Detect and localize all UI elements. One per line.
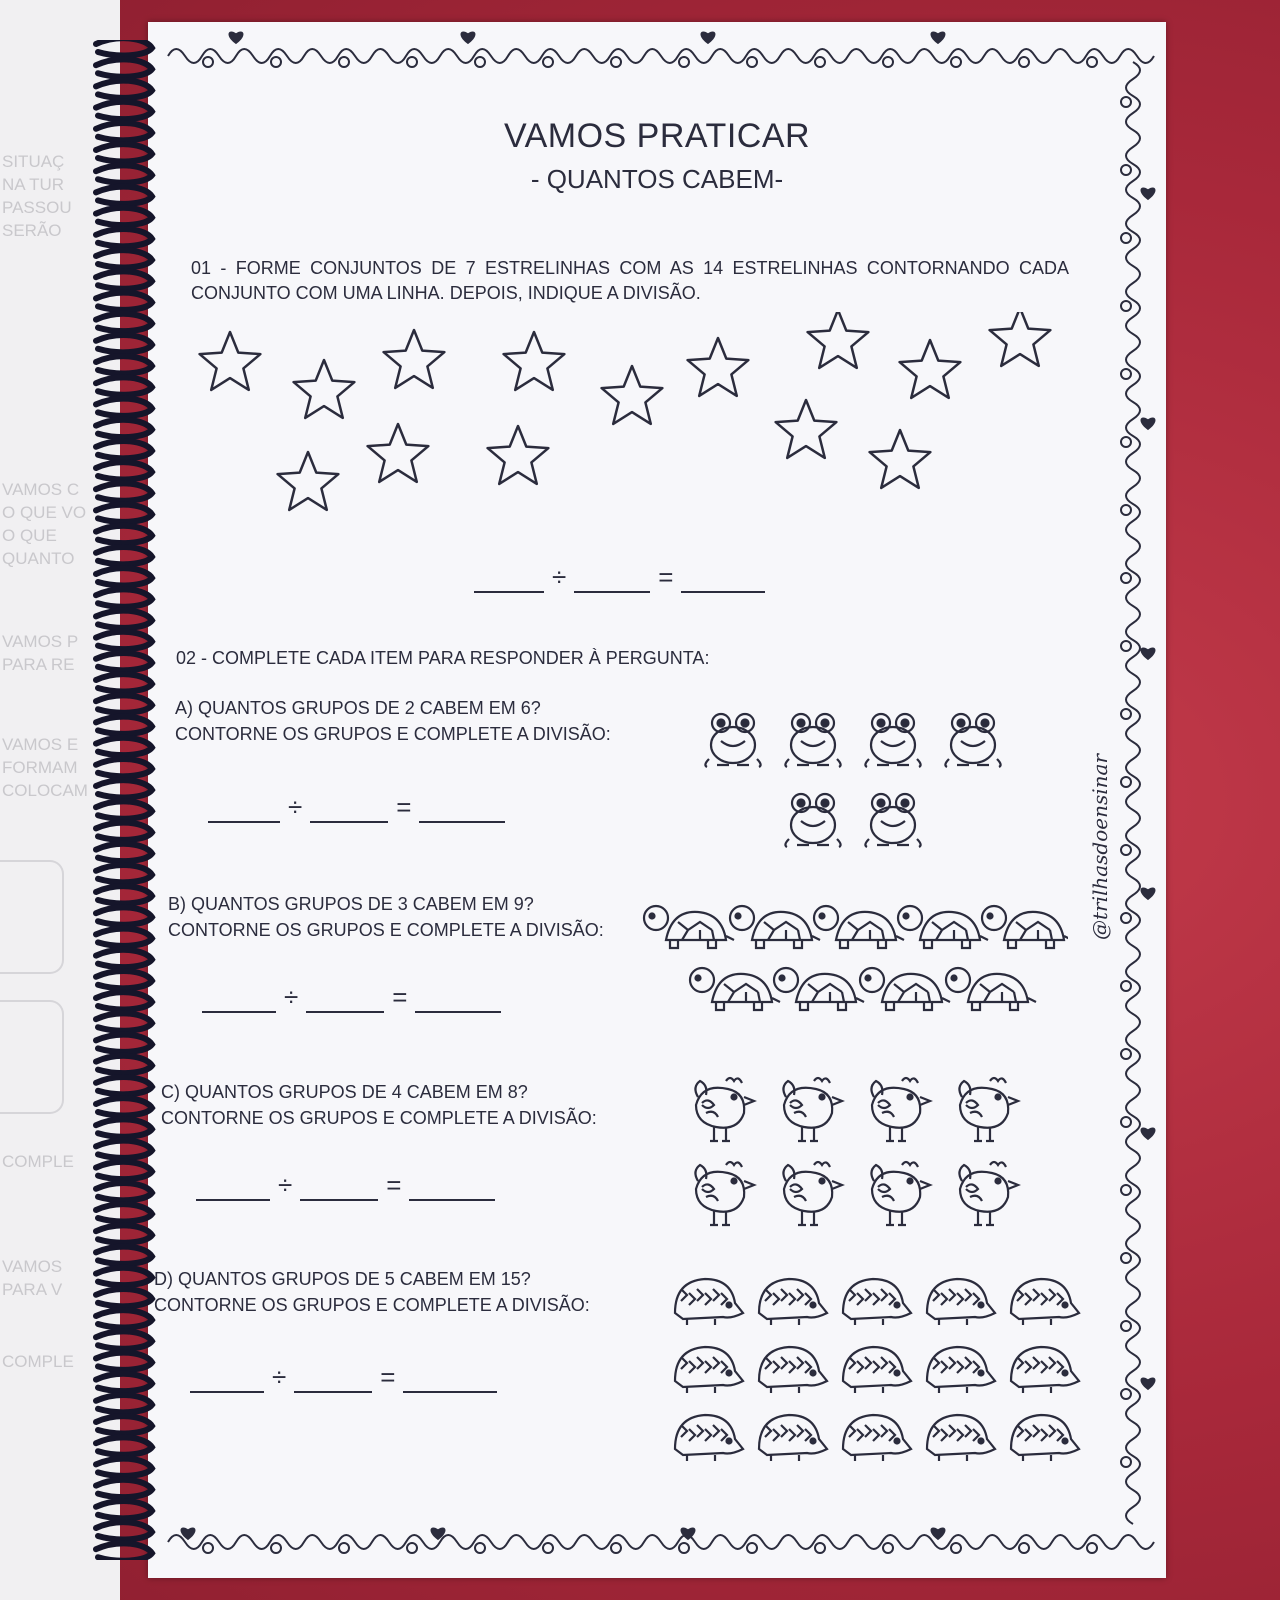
spiral-coil [96, 483, 152, 500]
spiral-coil [96, 1247, 152, 1264]
hedgehog-icon [759, 1347, 827, 1393]
spiral-coil [96, 780, 152, 797]
answer-blank[interactable] [202, 985, 276, 1013]
left-page-text: VAMOS [2, 1257, 63, 1276]
border-curl [1121, 301, 1131, 311]
spiral-coil [96, 271, 152, 288]
heart-icon [931, 32, 946, 45]
border-curl [1019, 1543, 1029, 1553]
star-icon [870, 430, 931, 488]
spiral-coil [96, 1543, 152, 1560]
border-curl [747, 1543, 757, 1553]
spiral-coil [96, 40, 152, 55]
item-instruction: CONTORNE OS GRUPOS E COMPLETE A DIVISÃO: [175, 724, 611, 744]
star-icon [294, 360, 355, 418]
bird-pictures [678, 1067, 1048, 1247]
left-page-text: COLOCAM [2, 781, 88, 800]
border-curl [407, 1543, 417, 1553]
frog-icon [785, 794, 840, 847]
answer-blank[interactable] [574, 565, 650, 593]
border-curl [1121, 1049, 1131, 1059]
frog-icon [945, 714, 1000, 767]
left-page-text: O QUE VO [2, 503, 87, 522]
border-curl [1121, 233, 1131, 243]
author-handle-text: @trilhasdoensinar [1088, 753, 1112, 941]
divide-sign: ÷ [288, 792, 303, 822]
spiral-coil [96, 907, 152, 924]
spiral-coil [96, 801, 152, 818]
spiral-coil [96, 653, 152, 670]
left-page-text: COMPLE [2, 1352, 74, 1371]
spiral-coil [96, 886, 152, 903]
answer-blank[interactable] [409, 1173, 495, 1201]
turtle-icon [814, 906, 904, 948]
hedgehog-icon [927, 1279, 995, 1325]
item-question: D) QUANTOS GRUPOS DE 5 CABEM EM 15? [154, 1269, 531, 1289]
border-curl [1121, 1117, 1131, 1127]
left-page-text: O QUE [2, 526, 57, 545]
spiral-coil [96, 717, 152, 734]
spiral-coil [96, 399, 152, 416]
spiral-coil [96, 1268, 152, 1285]
spiral-coil [96, 1459, 152, 1476]
left-page-text: VAMOS E [2, 735, 79, 754]
spiral-coil [96, 1204, 152, 1221]
spiral-coil [96, 589, 152, 606]
spiral-binding [88, 40, 158, 1560]
spiral-coil [96, 1310, 152, 1327]
answer-blank[interactable] [415, 985, 501, 1013]
spiral-coil [96, 1035, 152, 1052]
border-curl [1121, 369, 1131, 379]
spiral-coil [96, 123, 152, 140]
spiral-coil [96, 674, 152, 691]
star-icon [688, 338, 749, 396]
spiral-coil [96, 187, 152, 204]
turtle-icon [946, 968, 1036, 1010]
division-equation-1 [466, 562, 773, 593]
bird-icon [695, 1162, 754, 1225]
left-page-text: PASSOU [2, 198, 72, 217]
left-page-text: COMPLE [2, 1152, 74, 1171]
spiral-coil [96, 229, 152, 246]
spiral-coil [96, 1416, 152, 1433]
spiral-coil [96, 1522, 152, 1539]
equals-sign: = [380, 1362, 396, 1392]
spiral-coil [96, 1480, 152, 1497]
spiral-coil [96, 293, 152, 310]
bird-icon [959, 1162, 1018, 1225]
star-icon [776, 400, 837, 458]
spiral-coil [96, 102, 152, 119]
spiral-coil [96, 526, 152, 543]
border-curl [883, 1543, 893, 1553]
answer-blank[interactable] [403, 1365, 497, 1393]
star-icon [990, 312, 1051, 366]
left-page-box [0, 1000, 64, 1114]
border-curl [679, 57, 689, 67]
hedgehog-icon [1011, 1279, 1079, 1325]
spiral-coil [96, 81, 152, 98]
item-instruction: CONTORNE OS GRUPOS E COMPLETE A DIVISÃO: [154, 1295, 590, 1315]
border-curl [1121, 845, 1131, 855]
border-curl [1121, 437, 1131, 447]
spiral-coil [96, 420, 152, 437]
spiral-coil [96, 1501, 152, 1518]
spiral-coil [96, 59, 152, 76]
heart-icon [701, 32, 716, 45]
border-curl [679, 1543, 689, 1553]
item-b [168, 891, 604, 943]
star-icon [808, 312, 869, 368]
left-page-text: FORMAM [2, 758, 78, 777]
hedgehog-icon [1011, 1347, 1079, 1393]
frog-icon [785, 714, 840, 767]
answer-blank[interactable] [300, 1173, 378, 1201]
heart-icon [1141, 418, 1156, 431]
spiral-coil [96, 865, 152, 882]
border-curl [611, 57, 621, 67]
spiral-coil [96, 929, 152, 946]
hedgehog-icon [675, 1347, 743, 1393]
bird-icon [695, 1078, 754, 1141]
border-curl [203, 1543, 213, 1553]
spiral-coil [96, 1331, 152, 1348]
left-page-text: SITUAÇ [2, 152, 65, 171]
frog-icon [865, 714, 920, 767]
spiral-coil [96, 1141, 152, 1158]
author-handle [1080, 712, 1120, 982]
worksheet-page [148, 22, 1166, 1578]
hedgehog-icon [843, 1415, 911, 1461]
frog-pictures [693, 697, 1013, 857]
answer-blank[interactable] [190, 1365, 264, 1393]
heart-icon [1141, 1128, 1156, 1141]
spiral-coil [96, 505, 152, 522]
border-curl [203, 57, 213, 67]
hedgehog-pictures [663, 1267, 1093, 1477]
division-equation-d [182, 1362, 505, 1393]
spiral-coil [96, 335, 152, 352]
spiral-coil [96, 314, 152, 331]
left-page-text: VAMOS P [2, 632, 79, 651]
page-title: VAMOS PRATICAR [503, 117, 811, 155]
equals-sign: = [386, 1170, 402, 1200]
border-curl [1121, 709, 1131, 719]
spiral-coil [96, 1437, 152, 1454]
left-page-text: PARA V [2, 1280, 63, 1299]
division-equation-c [188, 1170, 503, 1201]
answer-blank[interactable] [474, 565, 544, 593]
equals-sign: = [396, 792, 412, 822]
item-instruction: CONTORNE OS GRUPOS E COMPLETE A DIVISÃO: [168, 920, 604, 940]
spiral-coil [96, 377, 152, 394]
spiral-coil [96, 165, 152, 182]
item-question: B) QUANTOS GRUPOS DE 3 CABEM EM 9? [168, 894, 534, 914]
border-curl [1121, 913, 1131, 923]
hedgehog-icon [843, 1347, 911, 1393]
spiral-coil [96, 1098, 152, 1115]
turtle-icon [730, 906, 820, 948]
divide-sign: ÷ [278, 1170, 293, 1200]
border-curl [339, 1543, 349, 1553]
answer-blank[interactable] [419, 795, 505, 823]
border-curl [1121, 505, 1131, 515]
star-icon [200, 332, 261, 390]
left-page-text: NA TUR [2, 175, 65, 194]
item-c [161, 1079, 597, 1131]
star-icon [504, 332, 565, 390]
left-page-box [0, 860, 64, 974]
border-curl [1087, 1543, 1097, 1553]
hedgehog-icon [927, 1347, 995, 1393]
spiral-coil [96, 441, 152, 458]
spiral-coil [96, 250, 152, 267]
divide-sign: ÷ [272, 1362, 287, 1392]
turtle-icon [982, 906, 1068, 948]
border-curl [815, 1543, 825, 1553]
border-curl [475, 1543, 485, 1553]
spiral-coil [96, 208, 152, 225]
border-curl [883, 57, 893, 67]
frog-icon [865, 794, 920, 847]
border-curl [951, 1543, 961, 1553]
spiral-coil [96, 611, 152, 628]
star-icon [278, 452, 339, 510]
border-bottom [168, 1535, 1154, 1549]
item-a [175, 695, 611, 747]
border-curl [951, 57, 961, 67]
star-icon [900, 340, 961, 398]
spiral-coil [96, 738, 152, 755]
frog-icon [705, 714, 760, 767]
heart-icon [461, 32, 476, 45]
border-curl [1121, 573, 1131, 583]
answer-blank[interactable] [208, 795, 280, 823]
question-2-heading: 02 - COMPLETE CADA ITEM PARA RESPONDER À PERGUNTA: [176, 648, 710, 668]
answer-blank[interactable] [294, 1365, 372, 1393]
star-icon [368, 424, 429, 482]
spiral-coil [96, 1225, 152, 1242]
spiral-coil [96, 1183, 152, 1200]
border-curl [1121, 97, 1131, 107]
border-curl [339, 57, 349, 67]
border-curl [815, 57, 825, 67]
border-curl [747, 57, 757, 67]
border-curl [611, 1543, 621, 1553]
question-1-text: 01 - FORME CONJUNTOS DE 7 ESTRELINHAS COM AS 14 ESTRELINHAS CONTORNANDO CADA CONJUNTO COM UMA LINHA. DEPOIS, INDIQUE A DIVISÃO. [191, 258, 1069, 303]
border-curl [1121, 1457, 1131, 1467]
hedgehog-icon [1011, 1415, 1079, 1461]
spiral-coil [96, 568, 152, 585]
answer-blank[interactable] [306, 985, 384, 1013]
spiral-coil [96, 1056, 152, 1073]
hedgehog-icon [675, 1415, 743, 1461]
bird-icon [783, 1162, 842, 1225]
spiral-coil [96, 1162, 152, 1179]
border-curl [1121, 1253, 1131, 1263]
hedgehog-icon [843, 1279, 911, 1325]
border-curl [1121, 981, 1131, 991]
left-page-text: PARA RE [2, 655, 75, 674]
answer-blank[interactable] [196, 1173, 270, 1201]
division-equation-a [200, 792, 513, 823]
border-curl [1121, 1185, 1131, 1195]
border-curl [1121, 777, 1131, 787]
spiral-coil [96, 632, 152, 649]
spiral-coil [96, 547, 152, 564]
item-question: A) QUANTOS GRUPOS DE 2 CABEM EM 6? [175, 698, 541, 718]
answer-blank[interactable] [310, 795, 388, 823]
spiral-coil [96, 1374, 152, 1391]
turtle-icon [690, 968, 780, 1010]
bird-icon [871, 1078, 930, 1141]
border-curl [1087, 57, 1097, 67]
spiral-coil [96, 1013, 152, 1030]
turtle-icon [898, 906, 988, 948]
spiral-coil [96, 823, 152, 840]
spiral-coil [96, 462, 152, 479]
divide-sign: ÷ [284, 982, 299, 1012]
border-curl [543, 1543, 553, 1553]
spiral-coil [96, 950, 152, 967]
heart-icon [229, 32, 244, 45]
spiral-coil [96, 971, 152, 988]
answer-blank[interactable] [681, 565, 765, 593]
division-equation-b [194, 982, 509, 1013]
star-icon [384, 330, 445, 388]
spiral-coil [96, 1077, 152, 1094]
item-question: C) QUANTOS GRUPOS DE 4 CABEM EM 8? [161, 1082, 528, 1102]
spiral-coil [96, 759, 152, 776]
hedgehog-icon [759, 1415, 827, 1461]
turtle-icon [860, 968, 950, 1010]
bird-icon [959, 1078, 1018, 1141]
item-d [154, 1266, 590, 1318]
heart-icon [1141, 1378, 1156, 1391]
border-right [1126, 62, 1140, 1524]
spiral-coil [96, 992, 152, 1009]
spiral-coil [96, 695, 152, 712]
border-curl [1121, 1389, 1131, 1399]
border-curl [1121, 1321, 1131, 1331]
bird-icon [783, 1078, 842, 1141]
border-curl [407, 57, 417, 67]
spiral-coil [96, 1289, 152, 1306]
spiral-coil [96, 1353, 152, 1370]
spiral-coil [96, 356, 152, 373]
hedgehog-icon [759, 1279, 827, 1325]
border-top [168, 49, 1154, 63]
border-curl [271, 1543, 281, 1553]
equals-sign: = [392, 982, 408, 1012]
hedgehog-icon [675, 1279, 743, 1325]
star-icon [488, 426, 549, 484]
turtle-icon [774, 968, 864, 1010]
turtle-icon [644, 906, 734, 948]
heart-icon [931, 1528, 946, 1541]
spiral-coil [96, 144, 152, 161]
border-curl [271, 57, 281, 67]
star-icon [602, 366, 663, 424]
border-curl [1019, 57, 1029, 67]
left-page-text: VAMOS C [2, 480, 80, 499]
heart-icon [1141, 888, 1156, 901]
divide-sign: ÷ [552, 562, 567, 592]
left-page-text: QUANTO [2, 549, 75, 568]
heart-icon [1141, 648, 1156, 661]
border-curl [1121, 641, 1131, 651]
star-field [188, 312, 1088, 552]
spiral-coil [96, 1395, 152, 1412]
border-curl [475, 57, 485, 67]
equals-sign: = [658, 562, 674, 592]
left-page-text: SERÃO [2, 221, 62, 240]
page-subtitle: - QUANTOS CABEM- [530, 164, 784, 194]
turtle-pictures [638, 890, 1068, 1030]
hedgehog-icon [927, 1415, 995, 1461]
spiral-coil [96, 844, 152, 861]
item-instruction: CONTORNE OS GRUPOS E COMPLETE A DIVISÃO: [161, 1108, 597, 1128]
spiral-coil [96, 1119, 152, 1136]
border-curl [543, 57, 553, 67]
bird-icon [871, 1162, 930, 1225]
